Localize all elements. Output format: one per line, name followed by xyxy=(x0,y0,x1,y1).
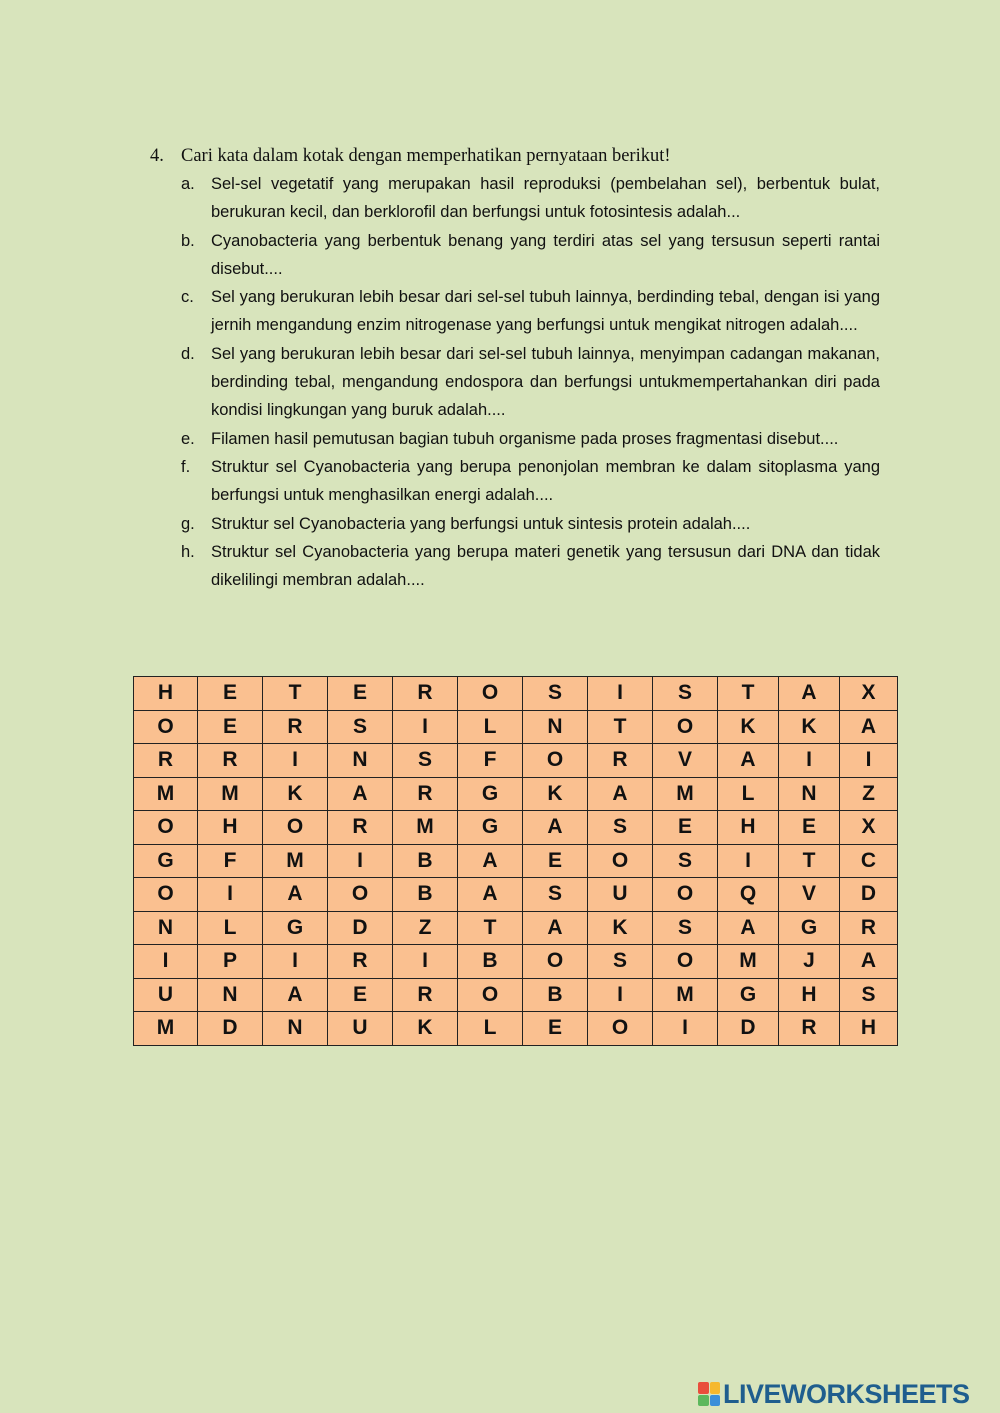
grid-cell[interactable]: U xyxy=(588,878,653,912)
grid-cell[interactable]: K xyxy=(263,777,328,811)
grid-cell[interactable]: U xyxy=(134,978,198,1012)
grid-cell[interactable]: R xyxy=(263,710,328,744)
logo-badge-icon xyxy=(698,1382,720,1406)
grid-cell[interactable]: O xyxy=(653,878,718,912)
grid-cell[interactable]: O xyxy=(653,710,718,744)
grid-cell[interactable]: E xyxy=(523,1012,588,1046)
statement-text: Filamen hasil pemutusan bagian tubuh organisme pada proses fragmentasi disebut.... xyxy=(211,429,839,448)
statement-item xyxy=(181,425,880,453)
grid-cell[interactable]: K xyxy=(588,911,653,945)
grid-cell[interactable]: A xyxy=(840,945,898,979)
grid-cell[interactable]: Z xyxy=(393,911,458,945)
statement-item xyxy=(181,510,880,538)
grid-cell[interactable]: S xyxy=(653,911,718,945)
grid-cell[interactable]: O xyxy=(523,744,588,778)
grid-cell[interactable]: X xyxy=(840,677,898,711)
grid-cell[interactable]: O xyxy=(458,677,523,711)
grid-cell[interactable]: A xyxy=(328,777,393,811)
grid-row xyxy=(134,710,898,744)
liveworksheets-logo xyxy=(698,1378,970,1410)
statement-letter: c. xyxy=(181,288,194,307)
grid-cell[interactable]: A xyxy=(458,844,523,878)
question-block xyxy=(150,144,880,594)
grid-cell[interactable]: B xyxy=(393,844,458,878)
grid-cell[interactable]: I xyxy=(393,710,458,744)
statement-letter: e. xyxy=(181,429,195,448)
grid-cell[interactable]: K xyxy=(718,710,779,744)
grid-cell[interactable]: D xyxy=(840,878,898,912)
grid-cell[interactable]: R xyxy=(588,744,653,778)
statement-letter: f. xyxy=(181,457,191,476)
grid-cell[interactable]: K xyxy=(523,777,588,811)
grid-cell[interactable]: T xyxy=(263,677,328,711)
grid-cell[interactable]: A xyxy=(458,878,523,912)
grid-cell[interactable]: S xyxy=(393,744,458,778)
grid-cell[interactable]: V xyxy=(653,744,718,778)
statement-text: Sel yang berukuran lebih besar dari sel-sel tubuh lainnya, berdinding tebal, dengan isi yang jernih mengandung enzim nitrogenase yang berfungsi untuk mengikat nitrogen adalah.... xyxy=(211,288,880,335)
grid-cell[interactable]: A xyxy=(523,811,588,845)
grid-cell[interactable]: O xyxy=(458,978,523,1012)
grid-cell[interactable]: G xyxy=(458,811,523,845)
grid-cell[interactable]: R xyxy=(134,744,198,778)
grid-cell[interactable]: V xyxy=(779,878,840,912)
statement-item xyxy=(181,227,880,284)
grid-cell[interactable]: H xyxy=(840,1012,898,1046)
grid-cell[interactable]: G xyxy=(263,911,328,945)
grid-cell[interactable]: H xyxy=(134,677,198,711)
grid-cell[interactable]: L xyxy=(458,1012,523,1046)
statement-item xyxy=(181,538,880,595)
grid-row xyxy=(134,811,898,845)
grid-cell[interactable]: O xyxy=(588,844,653,878)
grid-cell[interactable]: N xyxy=(198,978,263,1012)
grid-cell[interactable]: J xyxy=(779,945,840,979)
grid-cell[interactable]: L xyxy=(458,710,523,744)
grid-cell[interactable]: A xyxy=(263,878,328,912)
grid-cell[interactable]: I xyxy=(328,844,393,878)
grid-cell[interactable]: I xyxy=(134,945,198,979)
grid-cell[interactable]: S xyxy=(653,677,718,711)
statement-text: Struktur sel Cyanobacteria yang berupa penonjolan membran ke dalam sitoplasma yang berfungsi untuk menghasilkan energi adalah.... xyxy=(211,457,880,505)
grid-cell[interactable]: I xyxy=(588,677,653,711)
grid-cell[interactable]: M xyxy=(718,945,779,979)
question-number: 4. xyxy=(150,146,164,166)
grid-cell[interactable]: P xyxy=(198,945,263,979)
grid-cell[interactable]: O xyxy=(588,1012,653,1046)
grid-cell[interactable]: T xyxy=(458,911,523,945)
grid-cell[interactable]: T xyxy=(588,710,653,744)
grid-cell[interactable]: A xyxy=(718,911,779,945)
logo-text: LIVEWORKSHEETS xyxy=(723,1378,970,1409)
question-instruction: Cari kata dalam kotak dengan memperhatikan pernyataan berikut! xyxy=(181,146,671,166)
statement-item xyxy=(181,340,880,425)
grid-cell[interactable]: N xyxy=(523,710,588,744)
grid-cell[interactable]: M xyxy=(263,844,328,878)
grid-cell[interactable]: Q xyxy=(718,878,779,912)
grid-cell[interactable]: T xyxy=(779,844,840,878)
statement-letter: a. xyxy=(181,175,195,193)
grid-cell[interactable]: R xyxy=(328,945,393,979)
statement-text: Sel yang berukuran lebih besar dari sel-sel tubuh lainnya, menyimpan cadangan makanan, berdinding tebal, mengandung endospora dan berfungsi untukmempertahankan diri pada kondisi lingkungan yang buruk adalah.... xyxy=(211,344,880,420)
grid-cell[interactable]: I xyxy=(718,844,779,878)
grid-cell[interactable]: I xyxy=(588,978,653,1012)
grid-cell[interactable]: I xyxy=(263,744,328,778)
statement-item xyxy=(181,283,880,340)
grid-cell[interactable]: S xyxy=(653,844,718,878)
grid-row xyxy=(134,1012,898,1046)
grid-cell[interactable]: R xyxy=(328,811,393,845)
grid-cell[interactable]: B xyxy=(523,978,588,1012)
grid-cell[interactable]: F xyxy=(198,844,263,878)
grid-cell[interactable]: S xyxy=(328,710,393,744)
statement-list xyxy=(181,170,880,594)
grid-cell[interactable]: N xyxy=(263,1012,328,1046)
grid-cell[interactable]: T xyxy=(718,677,779,711)
grid-cell[interactable]: S xyxy=(588,945,653,979)
grid-cell[interactable]: I xyxy=(840,744,898,778)
grid-cell[interactable]: H xyxy=(198,811,263,845)
statement-text: Struktur sel Cyanobacteria yang berupa materi genetik yang tersusun dari DNA dan tidak dikelilingi membran adalah.... xyxy=(211,542,880,590)
grid-cell[interactable]: E xyxy=(523,844,588,878)
grid-cell[interactable]: O xyxy=(134,878,198,912)
grid-cell[interactable]: E xyxy=(328,677,393,711)
grid-cell[interactable]: X xyxy=(840,811,898,845)
grid-row xyxy=(134,911,898,945)
question-header xyxy=(150,144,880,168)
grid-cell[interactable]: G xyxy=(458,777,523,811)
grid-cell[interactable]: S xyxy=(523,677,588,711)
grid-cell[interactable]: K xyxy=(393,1012,458,1046)
grid-cell[interactable]: E xyxy=(653,811,718,845)
grid-cell[interactable]: I xyxy=(198,878,263,912)
grid-cell[interactable]: O xyxy=(263,811,328,845)
grid-cell[interactable]: I xyxy=(653,1012,718,1046)
grid-cell[interactable]: H xyxy=(779,978,840,1012)
grid-cell[interactable]: S xyxy=(588,811,653,845)
grid-cell[interactable]: S xyxy=(840,978,898,1012)
grid-row xyxy=(134,677,898,711)
statement-letter: g. xyxy=(181,514,195,533)
grid-cell[interactable]: R xyxy=(393,978,458,1012)
statement-item xyxy=(181,453,880,510)
grid-row xyxy=(134,945,898,979)
grid-cell[interactable]: L xyxy=(718,777,779,811)
grid-cell[interactable]: E xyxy=(198,677,263,711)
grid-cell[interactable]: M xyxy=(198,777,263,811)
grid-cell[interactable]: R xyxy=(198,744,263,778)
grid-cell[interactable]: N xyxy=(328,744,393,778)
grid-cell[interactable]: M xyxy=(134,1012,198,1046)
grid-cell[interactable]: M xyxy=(134,777,198,811)
grid-cell[interactable]: G xyxy=(134,844,198,878)
grid-cell[interactable]: H xyxy=(718,811,779,845)
statement-letter: d. xyxy=(181,344,195,363)
word-search-grid xyxy=(133,676,898,1046)
grid-cell[interactable]: U xyxy=(328,1012,393,1046)
grid-row xyxy=(134,844,898,878)
grid-cell[interactable]: A xyxy=(523,911,588,945)
grid-cell[interactable]: N xyxy=(134,911,198,945)
grid-cell[interactable]: I xyxy=(393,945,458,979)
grid-cell[interactable]: A xyxy=(588,777,653,811)
grid-cell[interactable]: A xyxy=(263,978,328,1012)
grid-row xyxy=(134,744,898,778)
grid-cell[interactable]: E xyxy=(198,710,263,744)
grid-cell[interactable]: M xyxy=(653,978,718,1012)
grid-cell[interactable]: Z xyxy=(840,777,898,811)
grid-cell[interactable]: A xyxy=(779,677,840,711)
grid-cell[interactable]: C xyxy=(840,844,898,878)
grid-cell[interactable]: L xyxy=(198,911,263,945)
grid-cell[interactable]: M xyxy=(393,811,458,845)
grid-cell[interactable]: A xyxy=(840,710,898,744)
statement-text: Cyanobacteria yang berbentuk benang yang terdiri atas sel yang tersusun seperti rantai disebut.... xyxy=(211,231,880,278)
grid-cell[interactable]: D xyxy=(718,1012,779,1046)
grid-cell[interactable]: B xyxy=(393,878,458,912)
grid-cell[interactable]: R xyxy=(393,677,458,711)
grid-cell[interactable]: R xyxy=(840,911,898,945)
statement-text: Struktur sel Cyanobacteria yang berfungsi untuk sintesis protein adalah.... xyxy=(211,514,751,533)
grid-cell[interactable]: S xyxy=(523,878,588,912)
grid-cell[interactable]: G xyxy=(718,978,779,1012)
grid-cell[interactable]: O xyxy=(134,710,198,744)
grid-cell[interactable]: K xyxy=(779,710,840,744)
grid-cell[interactable]: D xyxy=(198,1012,263,1046)
grid-cell[interactable]: E xyxy=(328,978,393,1012)
statement-letter: h. xyxy=(181,542,195,561)
grid-cell[interactable]: B xyxy=(458,945,523,979)
grid-cell[interactable]: I xyxy=(779,744,840,778)
grid-cell[interactable]: E xyxy=(779,811,840,845)
grid-cell[interactable]: M xyxy=(653,777,718,811)
grid-cell[interactable]: F xyxy=(458,744,523,778)
grid-cell[interactable]: R xyxy=(393,777,458,811)
grid-cell[interactable]: N xyxy=(779,777,840,811)
grid-cell[interactable]: I xyxy=(263,945,328,979)
grid-cell[interactable]: R xyxy=(779,1012,840,1046)
grid-cell[interactable]: G xyxy=(779,911,840,945)
grid-cell[interactable]: A xyxy=(718,744,779,778)
grid-cell[interactable]: D xyxy=(328,911,393,945)
statement-text: Sel-sel vegetatif yang merupakan hasil reproduksi (pembelahan sel), berbentuk bulat, berukuran kecil, dan berklorofil dan berfungsi untuk fotosintesis adalah... xyxy=(211,175,880,222)
grid-row xyxy=(134,777,898,811)
grid-cell[interactable]: O xyxy=(328,878,393,912)
grid-row xyxy=(134,878,898,912)
grid-cell[interactable]: O xyxy=(653,945,718,979)
statement-item xyxy=(181,170,880,227)
grid-cell[interactable]: O xyxy=(523,945,588,979)
grid-cell[interactable]: O xyxy=(134,811,198,845)
statement-letter: b. xyxy=(181,231,195,250)
grid-row xyxy=(134,978,898,1012)
